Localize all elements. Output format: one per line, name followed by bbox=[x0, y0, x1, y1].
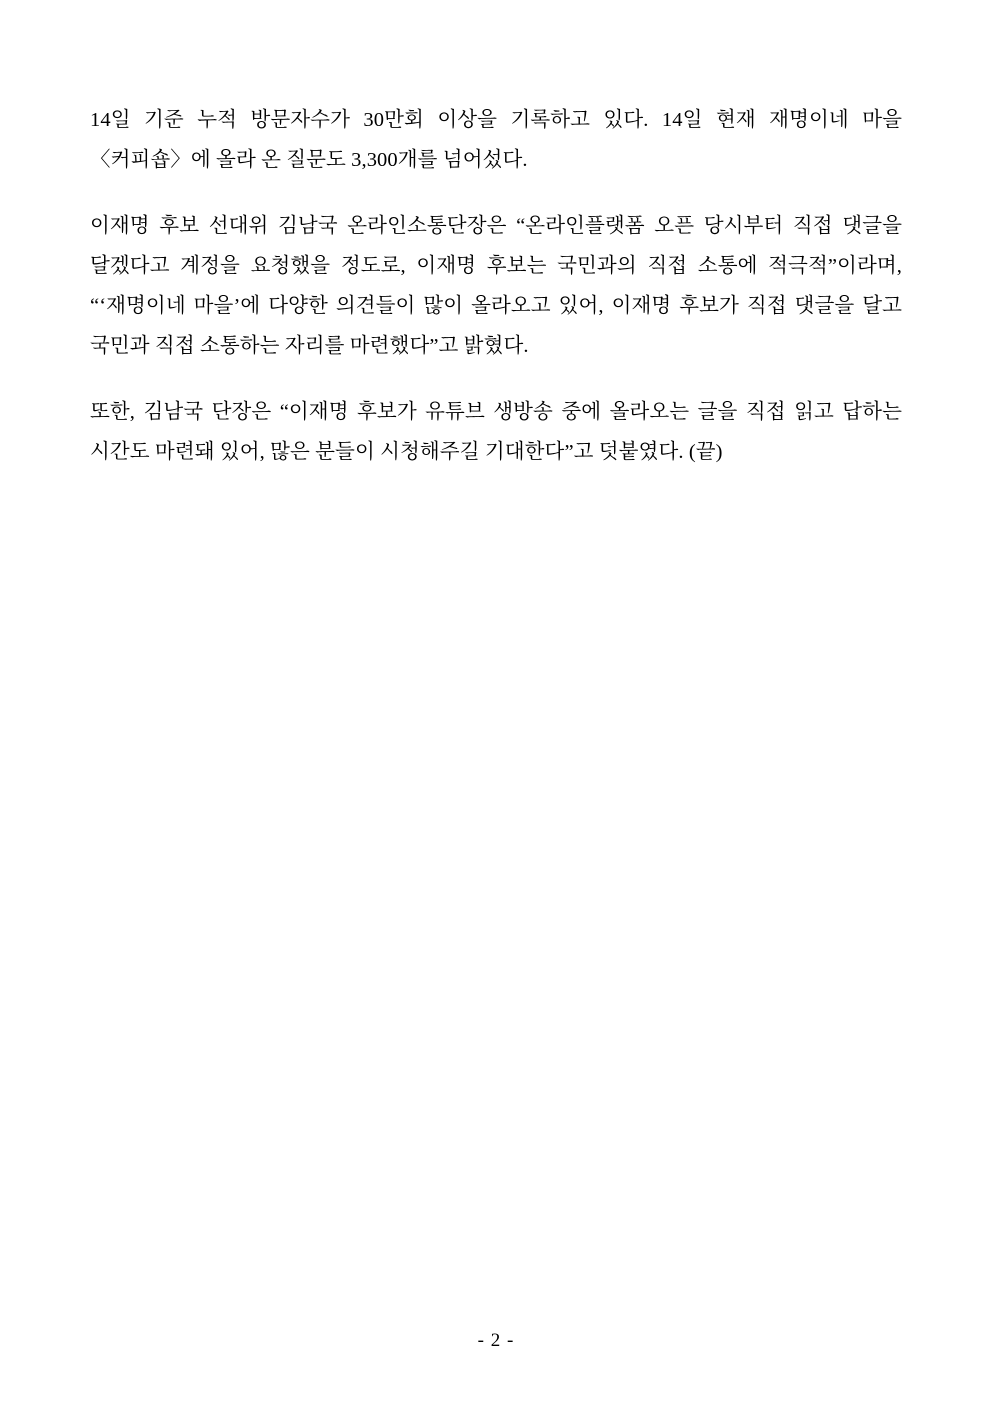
document-body bbox=[90, 100, 902, 472]
paragraph-2: 이재명 후보 선대위 김남국 온라인소통단장은 “온라인플랫폼 오픈 당시부터 직접 댓글을 달겠다고 계정을 요청했을 정도로, 이재명 후보는 국민과의 직접 소통에 적극적”이라며, “‘재명이네 마을’에 다양한 의견들이 많이 올라오고 있어, 이재명 후보가 직접 댓글을 달고 국민과 직접 소통하는 자리를 마련했다”고 밝혔다. bbox=[90, 215, 902, 357]
page-number: - 2 - bbox=[477, 1330, 515, 1351]
paragraph-1: 14일 기준 누적 방문자수가 30만회 이상을 기록하고 있다. 14일 현재 재명이네 마을 〈커피숍〉에 올라 온 질문도 3,300개를 넘어섰다. bbox=[90, 109, 902, 171]
paragraph-3: 또한, 김남국 단장은 “이재명 후보가 유튜브 생방송 중에 올라오는 글을 직접 읽고 답하는 시간도 마련돼 있어, 많은 분들이 시청해주길 기대한다”고 덧붙였다. (끝) bbox=[90, 401, 902, 463]
